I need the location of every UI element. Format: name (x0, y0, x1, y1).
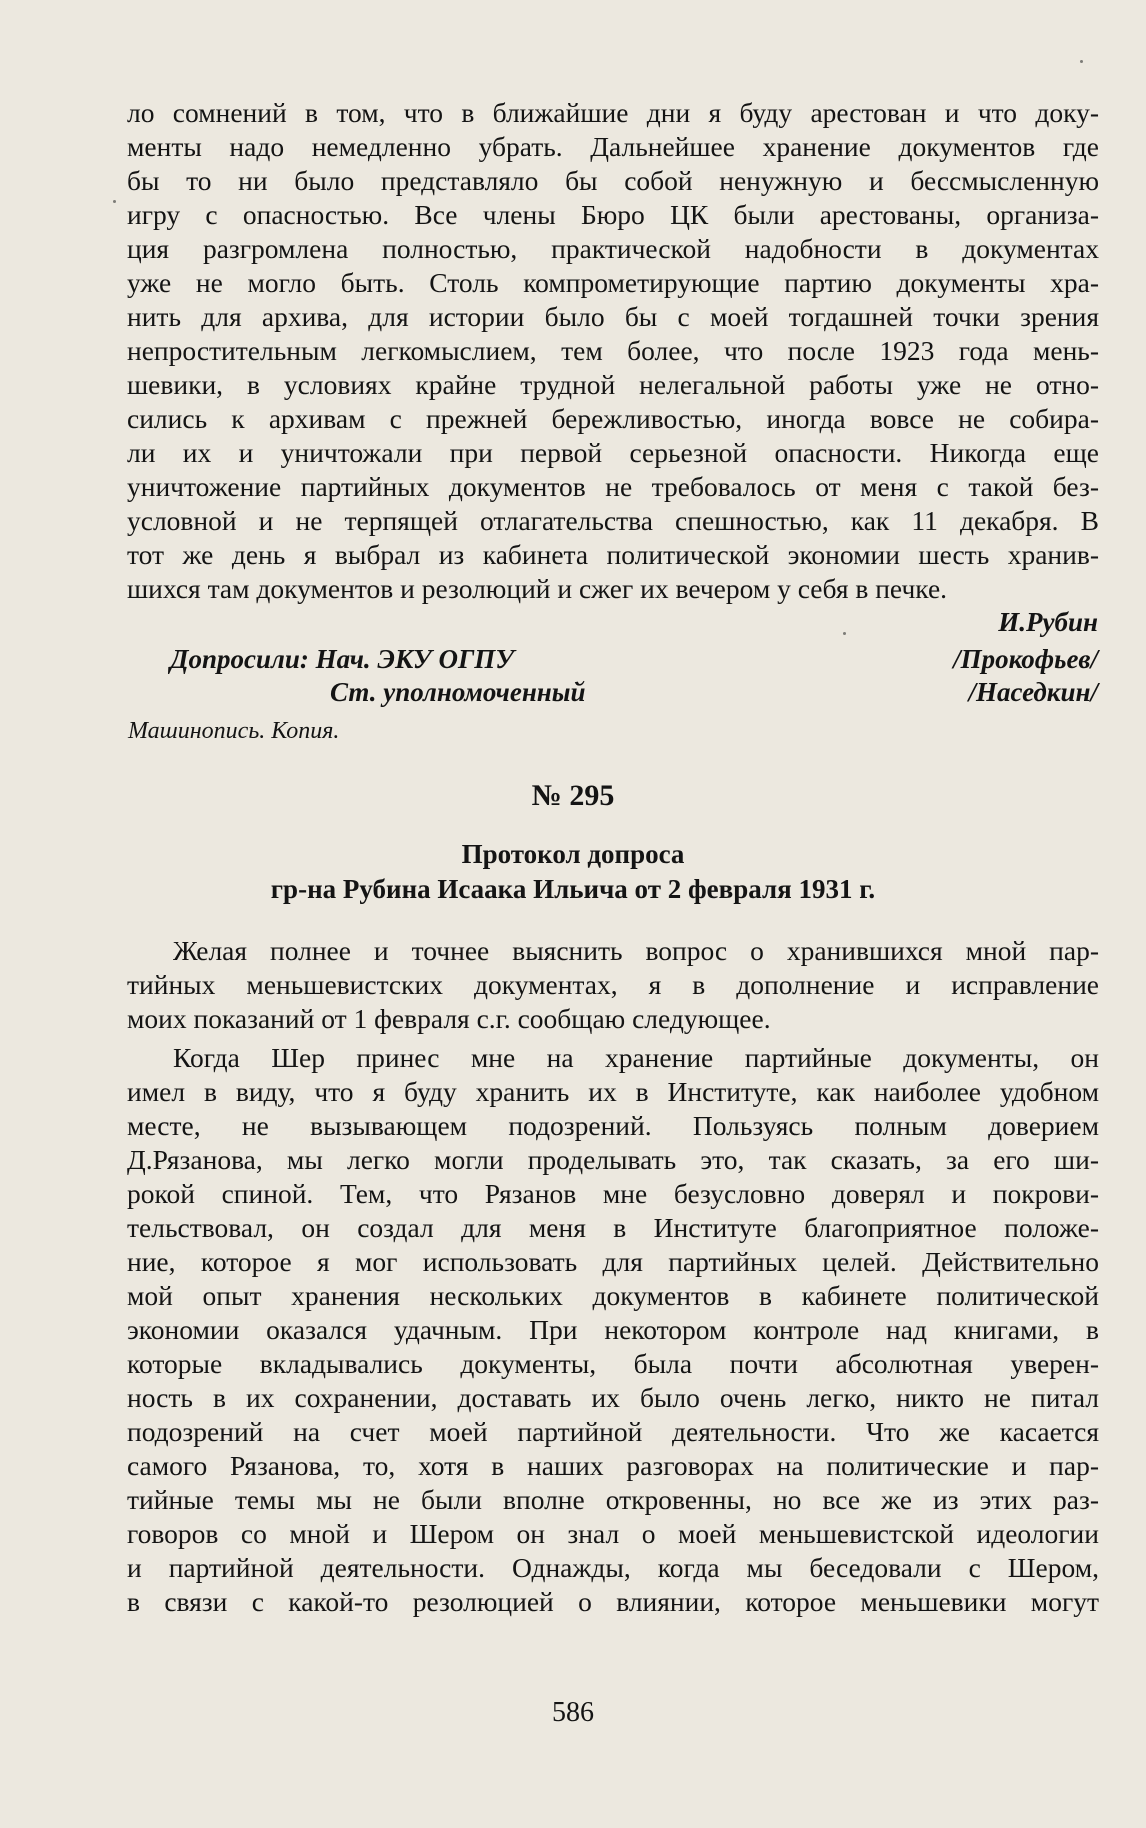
text-line: месте, не вызывающем подозрений. Пользуясь полным доверием (127, 1110, 1099, 1141)
text-line: рокой спиной. Тем, что Рязанов мне безусловно доверял и покрови- (127, 1178, 1099, 1209)
text-line: ность в их сохранении, доставать их было очень легко, никто не питал (127, 1382, 1099, 1413)
text-line: подозрений на счет моей партийной деятельности. Что же касается (127, 1416, 1099, 1447)
text-line: которые вкладывались документы, была почти абсолютная уверен- (127, 1348, 1099, 1379)
text-line: тийных меньшевистских документах, я в дополнение и исправление (127, 969, 1099, 1000)
document-number: № 295 (531, 779, 615, 812)
text-line: мой опыт хранения нескольких документов в кабинете политической (127, 1280, 1099, 1311)
text-line: Д.Рязанова, мы легко могли проделывать это, так сказать, за его ши- (127, 1144, 1099, 1175)
paragraph-1 (127, 934, 1099, 1036)
text-line: непростительным легкомыслием, тем более, что после 1923 года мень- (127, 335, 1099, 366)
text-line: сились к архивам с прежней бережливостью, иногда вовсе не собира- (127, 403, 1099, 434)
text-line: тельствовал, он создал для меня в Институте благоприятное положе- (127, 1212, 1099, 1243)
text-line: и партийной деятельности. Однажды, когда мы беседовали с Шером, (127, 1552, 1099, 1583)
scan-speck (1080, 60, 1083, 63)
text-line: говоров со мной и Шером он знал о моей меньшевистской идеологии (127, 1518, 1099, 1549)
text-line: моих показаний от 1 февраля с.г. сообщаю следующее. (127, 1003, 771, 1034)
text-line: уничтожение партийных документов не требовалось от меня с такой без- (127, 471, 1099, 502)
text-line: менты надо немедленно убрать. Дальнейшее хранение документов где (127, 131, 1099, 162)
text-line: ние, которое я мог использовать для партийных целей. Действительно (127, 1246, 1099, 1277)
text-line: шевики, в условиях крайне трудной нелегальной работы уже не отно- (127, 369, 1099, 400)
copy-note: Машинопись. Копия. (128, 718, 340, 744)
text-line: ция разгромлена полностью, практической надобности в документах (127, 233, 1099, 264)
text-line: тот же день я выбрал из кабинета политической экономии шесть хранив- (127, 539, 1099, 570)
top-paragraph (127, 96, 1099, 606)
text-line: имел в виду, что я буду хранить их в Институте, как наиболее удобном (127, 1076, 1099, 1107)
interrogator-name: /Прокофьев/ (953, 644, 1098, 674)
text-line: бы то ни было представляло бы собой ненужную и бессмысленную (127, 165, 1099, 196)
text-line: в связи с какой-то резолюцией о влиянии, которое меньшевики могут (127, 1586, 1099, 1617)
text-line: нить для архива, для истории было бы с моей тогдашней точки зрения (127, 301, 1099, 332)
text-line: шихся там документов и резолюций и сжег их вечером у себя в печке. (127, 573, 948, 604)
paragraph-2 (127, 1041, 1099, 1619)
document-title: Протокол допроса (461, 839, 685, 869)
interrogator-rank: Ст. уполномоченный (330, 677, 586, 707)
document-subtitle: гр-на Рубина Исаака Ильича от 2 февраля 1931 г. (270, 874, 876, 904)
signer-name: И.Рубин (998, 607, 1098, 637)
text-line: Желая полнее и точнее выяснить вопрос о хранившихся мной пар- (173, 935, 1099, 966)
page-number: 586 (552, 1697, 594, 1728)
text-line: уже не могло быть. Столь компрометирующие партию документы хра- (127, 267, 1099, 298)
text-line: ли их и уничтожали при первой серьезной опасности. Никогда еще (127, 437, 1099, 468)
text-line: ло сомнений в том, что в ближайшие дни я буду арестован и что доку- (127, 97, 1099, 128)
text-line: тийные темы мы не были вполне откровенны, но все же из этих раз- (127, 1484, 1099, 1515)
interrogator-name: /Наседкин/ (968, 677, 1098, 707)
interrogated-by-label: Допросили: Нач. ЭКУ ОГПУ (170, 644, 515, 674)
scan-speck (843, 632, 846, 635)
text-line: самого Рязанова, то, хотя в наших разговорах на политические и пар- (127, 1450, 1099, 1481)
text-line: условной и не терпящей отлагательства спешностью, как 11 декабря. В (127, 505, 1099, 536)
text-line: экономии оказался удачным. При некотором контроле над книгами, в (127, 1314, 1099, 1345)
text-line: игру с опасностью. Все члены Бюро ЦК были арестованы, организа- (127, 199, 1099, 230)
text-line: Когда Шер принес мне на хранение партийные документы, он (173, 1042, 1099, 1073)
scan-speck (113, 200, 116, 203)
